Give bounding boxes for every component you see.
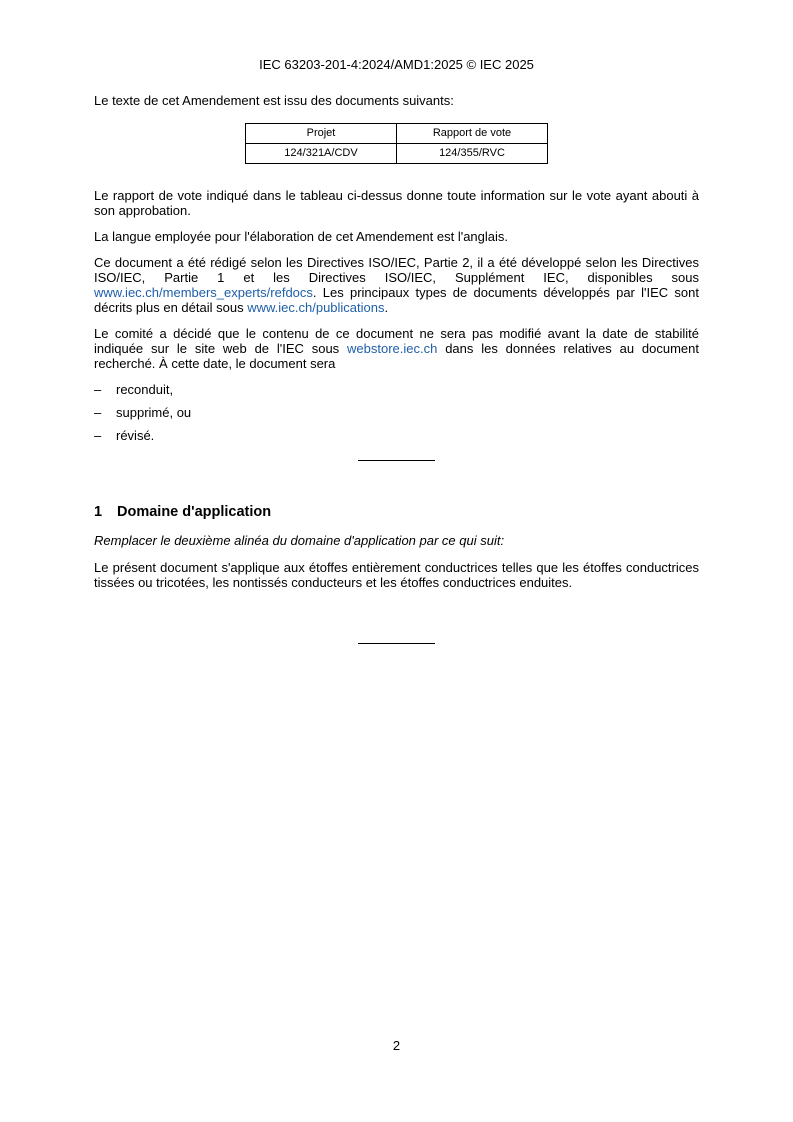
section-heading	[94, 504, 699, 521]
list-item-text: révisé.	[116, 428, 155, 443]
section-number: 1	[94, 504, 103, 520]
table-header-cell: Projet	[246, 124, 397, 144]
list-item-text: supprimé, ou	[116, 405, 192, 420]
outcome-list	[94, 382, 699, 443]
table-row	[246, 144, 548, 164]
separator-line	[358, 643, 435, 644]
table-cell: 124/355/RVC	[397, 144, 548, 164]
dash-marker: –	[94, 428, 102, 443]
voting-report-paragraph: Le rapport de vote indiqué dans le tableau ci-dessus donne toute information sur le vote ayant abouti à son approbation.	[94, 188, 699, 218]
page-number: 2	[392, 1038, 401, 1053]
vote-table	[245, 123, 548, 164]
intro-paragraph: Le texte de cet Amendement est issu des documents suivants:	[94, 93, 454, 108]
webstore-link[interactable]: webstore.iec.ch	[347, 341, 438, 356]
list-item	[94, 428, 699, 443]
publications-link[interactable]: www.iec.ch/publications	[247, 300, 385, 315]
stability-paragraph	[94, 326, 699, 371]
section-title: Domaine d'application	[117, 504, 272, 520]
document-body	[94, 93, 699, 644]
directives-text: .	[384, 300, 389, 315]
separator-line	[358, 460, 435, 461]
list-item	[94, 405, 699, 420]
stability-text: Le comité a décidé que le contenu de ce document ne sera pas modifié avant la date de stabilité indiquée sur le site web de l'IEC sous	[94, 326, 699, 356]
list-item-text: reconduit,	[116, 382, 174, 397]
table-header-cell: Rapport de vote	[397, 124, 548, 144]
directives-text: Ce document a été rédigé selon les Directives ISO/IEC, Partie 2, il a été développé selon les Directives ISO/IEC, Partie 1 et les Directives ISO/IEC, Supplément IEC, disponibles sous	[94, 255, 699, 285]
stability-text: dans les données relatives au document recherché. À cette date, le document sera	[94, 341, 699, 371]
dash-marker: –	[94, 405, 102, 420]
amendment-instruction: Remplacer le deuxième alinéa du domaine d'application par ce qui suit:	[94, 533, 505, 548]
dash-marker: –	[94, 382, 102, 397]
language-paragraph: La langue employée pour l'élaboration de cet Amendement est l'anglais.	[94, 229, 509, 244]
directives-paragraph	[94, 255, 699, 315]
refdocs-link[interactable]: www.iec.ch/members_experts/refdocs	[94, 285, 313, 300]
running-header: IEC 63203-201-4:2024/AMD1:2025 © IEC 2025	[259, 57, 534, 72]
table-header-row	[246, 124, 548, 144]
list-item	[94, 382, 699, 397]
directives-text: . Les principaux types de documents développés par l'IEC sont décrits plus en détail sous	[94, 285, 699, 315]
scope-paragraph: Le présent document s'applique aux étoffes entièrement conductrices telles que les étoffes conductrices tissées ou tricotées, les nontissés conducteurs et les étoffes conductrices enduites.	[94, 560, 699, 590]
table-cell: 124/321A/CDV	[246, 144, 397, 164]
